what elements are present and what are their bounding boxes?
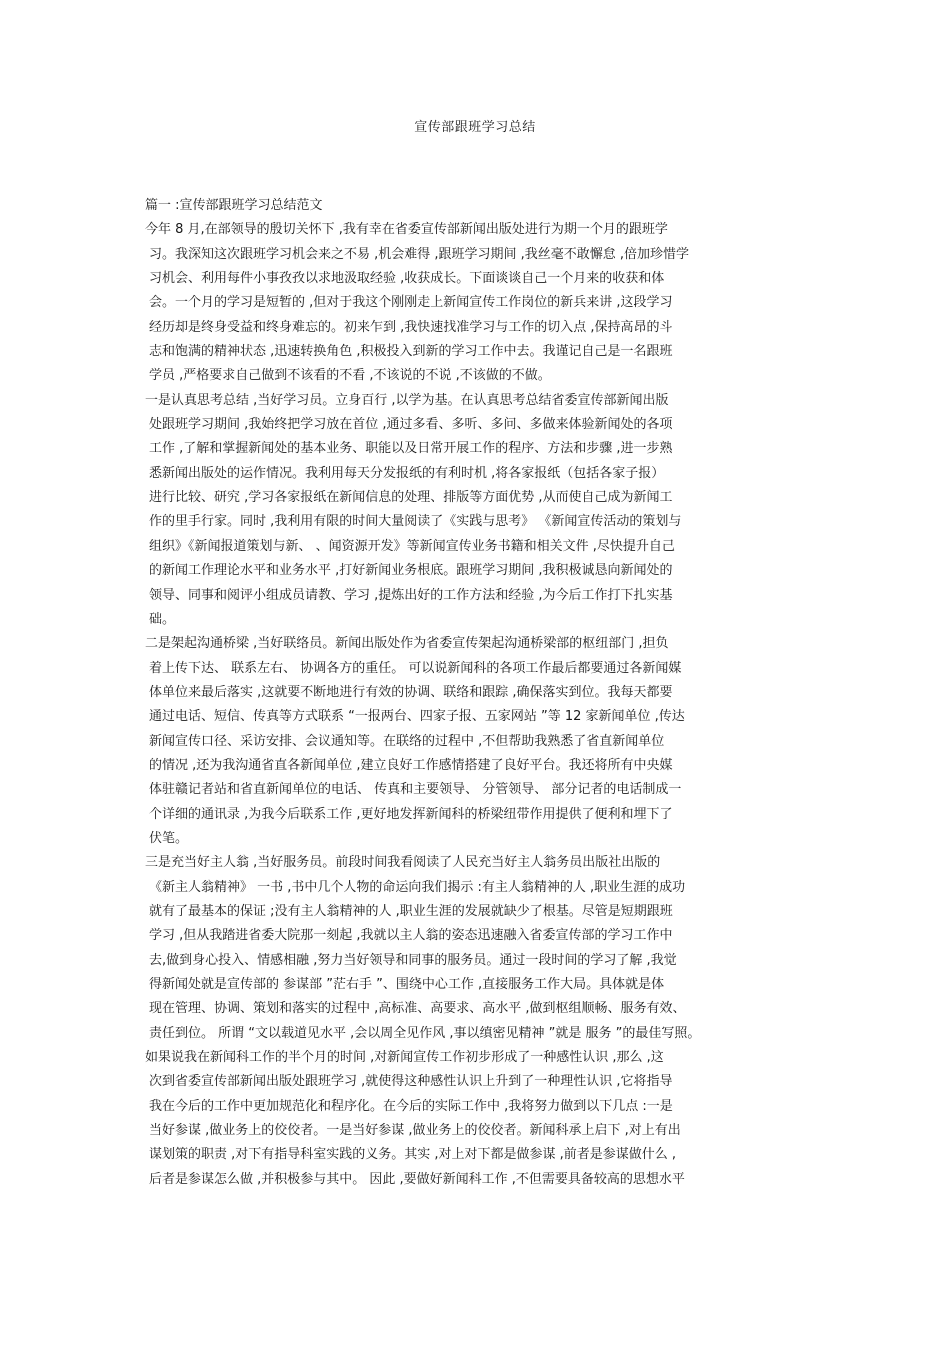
text-line: 我在今后的工作中更加规范化和程序化。在今后的实际工作中 ,我将努力做到以下几点 :一是: [149, 1098, 673, 1114]
text-line: 新闻宣传口径、采访安排、会议通知等。在联络的过程中 ,不但帮助我熟悉了省直新闻单位: [149, 733, 665, 749]
text-line: 学员 ,严格要求自己做到不该看的不看 ,不该说的不说 ,不该做的不做。: [149, 368, 551, 384]
text-line: 如果说我在新闻科工作的半个月的时间 ,对新闻宣传工作初步形成了一种感性认识 ,那么 ,这: [145, 1050, 664, 1066]
text-line: 谋划策的职责 ,对下有指导科室实践的义务。其实 ,对上对下都是做参谋 ,前者是参谋做什么 ,: [149, 1147, 677, 1163]
text-line: 二是架起沟通桥梁 ,当好联络员。新闻出版处作为省委宣传架起沟通桥梁部的枢纽部门 ,担负: [145, 636, 669, 652]
text-line: 去,做到身心投入、情感相融 ,努力当好领导和同事的服务员。通过一段时间的学习了解 ,我觉: [149, 952, 677, 968]
text-line: 次到省委宣传部新闻出版处跟班学习 ,就使得这种感性认识上升到了一种理性认识 ,它将指导: [149, 1074, 673, 1090]
text-line: 通过电话、短信、传真等方式联系 “一报两台、四家子报、五家网站 ”等 12 家新闻单位 ,传达: [149, 709, 685, 725]
text-line: 学习 ,但从我踏进省委大院那一刻起 ,我就以主人翁的姿态迅速融入省委宣传部的学习工作中: [149, 928, 673, 944]
text-line: 习。我深知这次跟班学习机会来之不易 ,机会难得 ,跟班学习期间 ,我丝毫不敢懈怠 ,倍加珍惜学: [149, 246, 690, 262]
text-line: 个详细的通讯录 ,为我今后联系工作 ,更好地发挥新闻科的桥梁纽带作用提供了便利和埋下了: [149, 806, 673, 822]
document-title: 宣传部跟班学习总结: [414, 120, 536, 135]
text-line: 就有了最基本的保证 ;没有主人翁精神的人 ,职业生涯的发展就缺少了根基。尽管是短期跟班: [149, 903, 673, 919]
text-line: 责任到位。 所谓 “文以载道见水平 ,会以周全见作风 ,事以缜密见精神 ”就是 服务 ”的最佳写照。: [149, 1025, 701, 1041]
text-line: 三是充当好主人翁 ,当好服务员。前段时间我看阅读了人民充当好主人翁务员出版社出版的: [145, 855, 661, 871]
text-line: 《新主人翁精神》 一书 ,书中几个人物的命运向我们揭示 :有主人翁精神的人 ,职业生涯的成功: [149, 879, 686, 895]
text-line: 后者是参谋怎么做 ,并积极参与其中。 因此 ,要做好新闻科工作 ,不但需要具备较高的思想水平: [149, 1171, 685, 1187]
text-line: 当好参谋 ,做业务上的佼佼者。一是当好参谋 ,做业务上的佼佼者。新闻科承上启下 ,对上有出: [149, 1123, 681, 1139]
text-line: 体驻赣记者站和省直新闻单位的电话、 传真和主要领导、 分管领导、 部分记者的电话制成一: [149, 782, 682, 798]
text-line: 础。: [149, 611, 176, 627]
text-line: 工作 ,了解和掌握新闻处的基本业务、职能以及日常开展工作的程序、方法和步骤 ,进一步熟: [149, 441, 673, 457]
text-line: 悉新闻出版处的运作情况。我利用每天分发报纸的有利时机 ,将各家报纸（包括各家子报）: [149, 465, 665, 481]
text-line: 的新闻工作理论水平和业务水平 ,打好新闻业务根底。跟班学习期间 ,我积极诚恳向新闻处的: [149, 563, 673, 579]
text-line: 进行比较、研究 ,学习各家报纸在新闻信息的处理、排版等方面优势 ,从而使自己成为新闻工: [149, 490, 673, 506]
text-line: 一是认真思考总结 ,当好学习员。立身百行 ,以学为基。在认真思考总结省委宣传部新闻出版: [145, 392, 669, 408]
document-body: [0, 194, 950, 1192]
text-line: 志和饱满的精神状态 ,迅速转换角色 ,积极投入到新的学习工作中去。我谨记自己是一名跟班: [149, 344, 673, 360]
text-line: 篇一 :宣传部跟班学习总结范文: [145, 198, 323, 213]
text-line: 得新闻处就是宣传部的 参谋部 ”茫右手 ”、围绕中心工作 ,直接服务工作大局。具体就是体: [149, 977, 665, 992]
text-line: 习机会、利用每件小事孜孜以求地汲取经验 ,收获成长。下面谈谈自己一个月来的收获和体: [149, 271, 665, 287]
text-line: 作的里手行家。同时 ,我利用有限的时间大量阅读了《实践与思考》 《新闻宣传活动的策划与: [149, 514, 682, 530]
text-line: 今年 8 月,在部领导的殷切关怀下 ,我有幸在省委宣传部新闻出版处进行为期一个月的跟班学: [145, 222, 668, 238]
text-line: 现在管理、协调、策划和落实的过程中 ,高标准、高要求、高水平 ,做到枢组顺畅、服务有效、: [149, 1001, 686, 1017]
text-line: 体单位来最后落实 ,这就要不断地进行有效的协调、联络和跟踪 ,确保落实到位。我每天都要: [149, 684, 673, 700]
text-line: 经历却是终身受益和终身难忘的。初来乍到 ,我快速找准学习与工作的切入点 ,保持高昂的斗: [149, 319, 673, 335]
text-line: 领导、同事和阅评小组成员请教、学习 ,提炼出好的工作方法和经验 ,为今后工作打下扎实基: [149, 587, 673, 603]
text-line: 伏笔。: [149, 830, 189, 846]
text-line: 的情况 ,还为我沟通省直各新闻单位 ,建立良好工作感情搭建了良好平台。我还将所有中央媒: [149, 757, 673, 773]
text-line: 组织》《新闻报道策划与新、 、闻资源开发》等新闻宣传业务书籍和相关文件 ,尽快提升自己: [149, 538, 675, 554]
text-line: 处跟班学习期间 ,我始终把学习放在首位 ,通过多看、多听、多问、多做来体验新闻处的各项: [149, 417, 673, 433]
text-line: 会。一个月的学习是短暂的 ,但对于我这个刚刚走上新闻宣传工作岗位的新兵来讲 ,这段学习: [149, 295, 673, 311]
text-line: 着上传下达、 联系左右、 协调各方的重任。 可以说新闻科的各项工作最后都要通过各新闻媒: [149, 660, 682, 676]
